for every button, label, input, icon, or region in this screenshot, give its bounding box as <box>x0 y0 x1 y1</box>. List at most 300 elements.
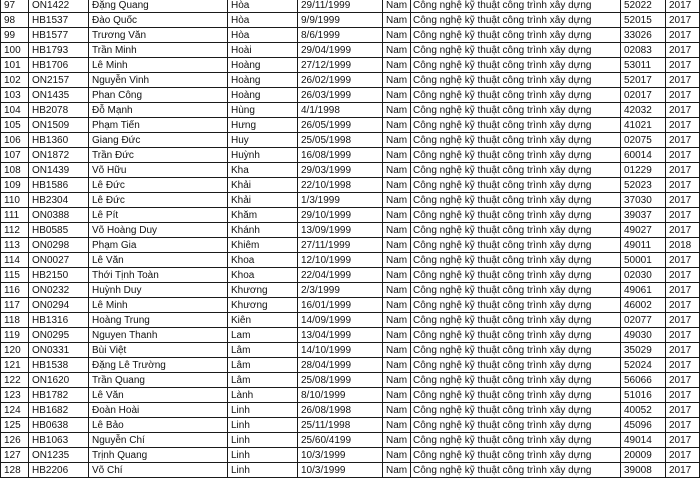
year-cell: 2017 <box>666 343 700 358</box>
exam-code-cell: 56066 <box>621 373 666 388</box>
table-row <box>1 418 700 433</box>
year-cell: 2017 <box>666 433 700 448</box>
major-cell: Công nghệ kỹ thuật công trình xây dựng <box>411 463 621 478</box>
row-number-cell: 102 <box>1 73 29 88</box>
student-code-cell: ON0298 <box>29 238 89 253</box>
year-cell: 2017 <box>666 403 700 418</box>
exam-code-cell: 39008 <box>621 463 666 478</box>
exam-code-cell: 02083 <box>621 43 666 58</box>
row-number-cell: 100 <box>1 43 29 58</box>
exam-code-cell: 02077 <box>621 313 666 328</box>
student-code-cell: HB1577 <box>29 28 89 43</box>
major-cell: Công nghệ kỹ thuật công trình xây dựng <box>411 13 621 28</box>
student-code-cell: HB1706 <box>29 58 89 73</box>
exam-code-cell: 40052 <box>621 403 666 418</box>
table-row <box>1 403 700 418</box>
gender-cell: Nam <box>383 148 411 163</box>
birth-date-cell: 26/08/1998 <box>298 403 383 418</box>
row-number-cell: 122 <box>1 373 29 388</box>
birth-date-cell: 26/03/1999 <box>298 88 383 103</box>
year-cell: 2017 <box>666 253 700 268</box>
given-name-cell: Hòa <box>228 13 298 28</box>
row-number-cell: 97 <box>1 0 29 13</box>
year-cell: 2017 <box>666 328 700 343</box>
year-cell: 2017 <box>666 418 700 433</box>
family-name-cell: Lê Đức <box>89 178 228 193</box>
birth-date-cell: 8/10/1999 <box>298 388 383 403</box>
gender-cell: Nam <box>383 28 411 43</box>
exam-code-cell: 52017 <box>621 73 666 88</box>
birth-date-cell: 27/11/1999 <box>298 238 383 253</box>
row-number-cell: 120 <box>1 343 29 358</box>
birth-date-cell: 25/11/1998 <box>298 418 383 433</box>
row-number-cell: 107 <box>1 148 29 163</box>
gender-cell: Nam <box>383 373 411 388</box>
table-row <box>1 253 700 268</box>
family-name-cell: Phan Công <box>89 88 228 103</box>
family-name-cell: Lê Minh <box>89 58 228 73</box>
row-number-cell: 118 <box>1 313 29 328</box>
table-row <box>1 433 700 448</box>
row-number-cell: 113 <box>1 238 29 253</box>
birth-date-cell: 25/05/1998 <box>298 133 383 148</box>
family-name-cell: Nguyen Thanh <box>89 328 228 343</box>
family-name-cell: Đào Quốc <box>89 13 228 28</box>
student-code-cell: HB1782 <box>29 388 89 403</box>
student-code-cell: HB2150 <box>29 268 89 283</box>
gender-cell: Nam <box>383 208 411 223</box>
given-name-cell: Hòa <box>228 28 298 43</box>
student-code-cell: HB2206 <box>29 463 89 478</box>
row-number-cell: 115 <box>1 268 29 283</box>
birth-date-cell: 22/04/1999 <box>298 268 383 283</box>
major-cell: Công nghệ kỹ thuật công trình xây dựng <box>411 433 621 448</box>
given-name-cell: Hòa <box>228 0 298 13</box>
gender-cell: Nam <box>383 388 411 403</box>
row-number-cell: 125 <box>1 418 29 433</box>
family-name-cell: Trần Đức <box>89 148 228 163</box>
birth-date-cell: 16/08/1999 <box>298 148 383 163</box>
major-cell: Công nghệ kỹ thuật công trình xây dựng <box>411 283 621 298</box>
row-number-cell: 124 <box>1 403 29 418</box>
birth-date-cell: 22/10/1998 <box>298 178 383 193</box>
gender-cell: Nam <box>383 118 411 133</box>
family-name-cell: Lê Đức <box>89 193 228 208</box>
year-cell: 2017 <box>666 283 700 298</box>
major-cell: Công nghệ kỹ thuật công trình xây dựng <box>411 223 621 238</box>
major-cell: Công nghệ kỹ thuật công trình xây dựng <box>411 73 621 88</box>
table-row <box>1 43 700 58</box>
gender-cell: Nam <box>383 463 411 478</box>
given-name-cell: Khải <box>228 178 298 193</box>
exam-code-cell: 53011 <box>621 58 666 73</box>
given-name-cell: Khoa <box>228 268 298 283</box>
given-name-cell: Linh <box>228 403 298 418</box>
gender-cell: Nam <box>383 418 411 433</box>
family-name-cell: Trịnh Quang <box>89 448 228 463</box>
given-name-cell: Lâm <box>228 373 298 388</box>
exam-code-cell: 49027 <box>621 223 666 238</box>
major-cell: Công nghệ kỹ thuật công trình xây dựng <box>411 88 621 103</box>
year-cell: 2018 <box>666 238 700 253</box>
row-number-cell: 110 <box>1 193 29 208</box>
major-cell: Công nghệ kỹ thuật công trình xây dựng <box>411 103 621 118</box>
birth-date-cell: 26/02/1999 <box>298 73 383 88</box>
major-cell: Công nghệ kỹ thuật công trình xây dựng <box>411 163 621 178</box>
row-number-cell: 123 <box>1 388 29 403</box>
given-name-cell: Hoàng <box>228 73 298 88</box>
student-code-cell: HB1360 <box>29 133 89 148</box>
exam-code-cell: 39037 <box>621 208 666 223</box>
year-cell: 2017 <box>666 103 700 118</box>
birth-date-cell: 8/6/1999 <box>298 28 383 43</box>
family-name-cell: Bùi Việt <box>89 343 228 358</box>
family-name-cell: Hoàng Trung <box>89 313 228 328</box>
family-name-cell: Võ Chí <box>89 463 228 478</box>
year-cell: 2017 <box>666 13 700 28</box>
family-name-cell: Võ Hữu <box>89 163 228 178</box>
student-code-cell: ON1872 <box>29 148 89 163</box>
year-cell: 2017 <box>666 73 700 88</box>
year-cell: 2017 <box>666 178 700 193</box>
row-number-cell: 117 <box>1 298 29 313</box>
gender-cell: Nam <box>383 0 411 13</box>
family-name-cell: Lê Minh <box>89 298 228 313</box>
family-name-cell: Giang Đức <box>89 133 228 148</box>
given-name-cell: Hưng <box>228 118 298 133</box>
given-name-cell: Lam <box>228 328 298 343</box>
exam-code-cell: 01229 <box>621 163 666 178</box>
major-cell: Công nghệ kỹ thuật công trình xây dựng <box>411 403 621 418</box>
table-row <box>1 328 700 343</box>
birth-date-cell: 25/60/4199 <box>298 433 383 448</box>
family-name-cell: Nguyễn Chí <box>89 433 228 448</box>
gender-cell: Nam <box>383 283 411 298</box>
major-cell: Công nghệ kỹ thuật công trình xây dựng <box>411 118 621 133</box>
student-code-cell: ON1435 <box>29 88 89 103</box>
birth-date-cell: 10/3/1999 <box>298 463 383 478</box>
exam-code-cell: 02030 <box>621 268 666 283</box>
gender-cell: Nam <box>383 328 411 343</box>
gender-cell: Nam <box>383 73 411 88</box>
given-name-cell: Hùng <box>228 103 298 118</box>
family-name-cell: Đỗ Mạnh <box>89 103 228 118</box>
table-row <box>1 163 700 178</box>
student-code-cell: HB1586 <box>29 178 89 193</box>
birth-date-cell: 25/08/1999 <box>298 373 383 388</box>
table-row <box>1 448 700 463</box>
major-cell: Công nghệ kỹ thuật công trình xây dựng <box>411 133 621 148</box>
row-number-cell: 112 <box>1 223 29 238</box>
exam-code-cell: 45096 <box>621 418 666 433</box>
given-name-cell: Hoàng <box>228 58 298 73</box>
gender-cell: Nam <box>383 253 411 268</box>
year-cell: 2017 <box>666 463 700 478</box>
year-cell: 2017 <box>666 268 700 283</box>
gender-cell: Nam <box>383 103 411 118</box>
major-cell: Công nghệ kỹ thuật công trình xây dựng <box>411 238 621 253</box>
table-row <box>1 298 700 313</box>
birth-date-cell: 29/11/1999 <box>298 0 383 13</box>
row-number-cell: 119 <box>1 328 29 343</box>
given-name-cell: Linh <box>228 448 298 463</box>
family-name-cell: Phạm Tiến <box>89 118 228 133</box>
table-row <box>1 13 700 28</box>
exam-code-cell: 33026 <box>621 28 666 43</box>
major-cell: Công nghệ kỹ thuật công trình xây dựng <box>411 43 621 58</box>
family-name-cell: Võ Hoàng Duy <box>89 223 228 238</box>
family-name-cell: Phạm Gia <box>89 238 228 253</box>
birth-date-cell: 2/3/1999 <box>298 283 383 298</box>
gender-cell: Nam <box>383 268 411 283</box>
family-name-cell: Nguyễn Vinh <box>89 73 228 88</box>
major-cell: Công nghệ kỹ thuật công trình xây dựng <box>411 148 621 163</box>
gender-cell: Nam <box>383 433 411 448</box>
table-row <box>1 283 700 298</box>
student-code-cell: HB1538 <box>29 358 89 373</box>
year-cell: 2017 <box>666 358 700 373</box>
student-code-cell: ON1509 <box>29 118 89 133</box>
student-code-cell: ON2157 <box>29 73 89 88</box>
exam-code-cell: 49011 <box>621 238 666 253</box>
exam-code-cell: 42032 <box>621 103 666 118</box>
table-row <box>1 463 700 478</box>
table-row <box>1 238 700 253</box>
table-row <box>1 313 700 328</box>
exam-code-cell: 41021 <box>621 118 666 133</box>
student-code-cell: ON1439 <box>29 163 89 178</box>
table-row <box>1 88 700 103</box>
given-name-cell: Linh <box>228 418 298 433</box>
major-cell: Công nghệ kỹ thuật công trình xây dựng <box>411 208 621 223</box>
table-row <box>1 343 700 358</box>
major-cell: Công nghệ kỹ thuật công trình xây dựng <box>411 28 621 43</box>
exam-code-cell: 37030 <box>621 193 666 208</box>
row-number-cell: 116 <box>1 283 29 298</box>
gender-cell: Nam <box>383 13 411 28</box>
row-number-cell: 98 <box>1 13 29 28</box>
gender-cell: Nam <box>383 313 411 328</box>
table-row <box>1 73 700 88</box>
exam-code-cell: 51016 <box>621 388 666 403</box>
student-code-cell: HB1063 <box>29 433 89 448</box>
table-row <box>1 193 700 208</box>
gender-cell: Nam <box>383 298 411 313</box>
table-row <box>1 103 700 118</box>
year-cell: 2017 <box>666 448 700 463</box>
student-code-cell: ON0232 <box>29 283 89 298</box>
major-cell: Công nghệ kỹ thuật công trình xây dựng <box>411 418 621 433</box>
birth-date-cell: 27/12/1999 <box>298 58 383 73</box>
gender-cell: Nam <box>383 343 411 358</box>
table-row <box>1 58 700 73</box>
year-cell: 2017 <box>666 298 700 313</box>
year-cell: 2017 <box>666 163 700 178</box>
gender-cell: Nam <box>383 223 411 238</box>
exam-code-cell: 50001 <box>621 253 666 268</box>
exam-code-cell: 35029 <box>621 343 666 358</box>
gender-cell: Nam <box>383 133 411 148</box>
given-name-cell: Kiên <box>228 313 298 328</box>
birth-date-cell: 9/9/1999 <box>298 13 383 28</box>
student-code-cell: ON0295 <box>29 328 89 343</box>
given-name-cell: Khoa <box>228 253 298 268</box>
year-cell: 2017 <box>666 148 700 163</box>
major-cell: Công nghệ kỹ thuật công trình xây dựng <box>411 193 621 208</box>
exam-code-cell: 49061 <box>621 283 666 298</box>
row-number-cell: 103 <box>1 88 29 103</box>
family-name-cell: Đặng Quang <box>89 0 228 13</box>
student-code-cell: HB1537 <box>29 13 89 28</box>
given-name-cell: Khải <box>228 193 298 208</box>
table-row <box>1 208 700 223</box>
gender-cell: Nam <box>383 43 411 58</box>
row-number-cell: 106 <box>1 133 29 148</box>
row-number-cell: 101 <box>1 58 29 73</box>
family-name-cell: Đặng Lê Trường <box>89 358 228 373</box>
year-cell: 2017 <box>666 118 700 133</box>
table-row <box>1 223 700 238</box>
birth-date-cell: 14/10/1999 <box>298 343 383 358</box>
gender-cell: Nam <box>383 58 411 73</box>
student-code-cell: ON1235 <box>29 448 89 463</box>
birth-date-cell: 1/3/1999 <box>298 193 383 208</box>
student-code-cell: HB2304 <box>29 193 89 208</box>
table-row <box>1 373 700 388</box>
family-name-cell: Lê Văn <box>89 388 228 403</box>
table-row <box>1 268 700 283</box>
year-cell: 2017 <box>666 313 700 328</box>
given-name-cell: Linh <box>228 463 298 478</box>
given-name-cell: Huy <box>228 133 298 148</box>
given-name-cell: Lâm <box>228 358 298 373</box>
given-name-cell: Lâm <box>228 343 298 358</box>
exam-code-cell: 20009 <box>621 448 666 463</box>
gender-cell: Nam <box>383 403 411 418</box>
exam-code-cell: 02075 <box>621 133 666 148</box>
family-name-cell: Huỳnh Duy <box>89 283 228 298</box>
row-number-cell: 128 <box>1 463 29 478</box>
year-cell: 2017 <box>666 193 700 208</box>
given-name-cell: Huỳnh <box>228 148 298 163</box>
given-name-cell: Lành <box>228 388 298 403</box>
given-name-cell: Kha <box>228 163 298 178</box>
year-cell: 2017 <box>666 388 700 403</box>
row-number-cell: 121 <box>1 358 29 373</box>
table-row <box>1 358 700 373</box>
year-cell: 2017 <box>666 373 700 388</box>
student-code-cell: ON1620 <box>29 373 89 388</box>
student-code-cell: HB2078 <box>29 103 89 118</box>
family-name-cell: Thới Tịnh Toàn <box>89 268 228 283</box>
table-row <box>1 118 700 133</box>
student-code-cell: HB0585 <box>29 223 89 238</box>
major-cell: Công nghệ kỹ thuật công trình xây dựng <box>411 298 621 313</box>
student-code-cell: HB0638 <box>29 418 89 433</box>
given-name-cell: Hoài <box>228 43 298 58</box>
row-number-cell: 105 <box>1 118 29 133</box>
exam-code-cell: 49030 <box>621 328 666 343</box>
student-code-cell: HB1793 <box>29 43 89 58</box>
gender-cell: Nam <box>383 193 411 208</box>
given-name-cell: Linh <box>228 433 298 448</box>
table-row <box>1 148 700 163</box>
exam-code-cell: 52022 <box>621 0 666 13</box>
birth-date-cell: 10/3/1999 <box>298 448 383 463</box>
major-cell: Công nghệ kỹ thuật công trình xây dựng <box>411 448 621 463</box>
major-cell: Công nghệ kỹ thuật công trình xây dựng <box>411 388 621 403</box>
exam-code-cell: 46002 <box>621 298 666 313</box>
student-code-cell: HB1316 <box>29 313 89 328</box>
table-row <box>1 28 700 43</box>
family-name-cell: Trần Minh <box>89 43 228 58</box>
gender-cell: Nam <box>383 358 411 373</box>
student-code-cell: ON0388 <box>29 208 89 223</box>
major-cell: Công nghệ kỹ thuật công trình xây dựng <box>411 253 621 268</box>
exam-code-cell: 52015 <box>621 13 666 28</box>
major-cell: Công nghệ kỹ thuật công trình xây dựng <box>411 358 621 373</box>
row-number-cell: 104 <box>1 103 29 118</box>
birth-date-cell: 29/04/1999 <box>298 43 383 58</box>
birth-date-cell: 26/05/1999 <box>298 118 383 133</box>
row-number-cell: 111 <box>1 208 29 223</box>
row-number-cell: 114 <box>1 253 29 268</box>
birth-date-cell: 28/04/1999 <box>298 358 383 373</box>
row-number-cell: 127 <box>1 448 29 463</box>
gender-cell: Nam <box>383 88 411 103</box>
major-cell: Công nghệ kỹ thuật công trình xây dựng <box>411 343 621 358</box>
exam-code-cell: 52024 <box>621 358 666 373</box>
family-name-cell: Lê Bảo <box>89 418 228 433</box>
given-name-cell: Hoàng <box>228 88 298 103</box>
year-cell: 2017 <box>666 133 700 148</box>
exam-code-cell: 52023 <box>621 178 666 193</box>
student-code-cell: ON1422 <box>29 0 89 13</box>
major-cell: Công nghệ kỹ thuật công trình xây dựng <box>411 313 621 328</box>
exam-code-cell: 49014 <box>621 433 666 448</box>
major-cell: Công nghệ kỹ thuật công trình xây dựng <box>411 268 621 283</box>
given-name-cell: Khăm <box>228 208 298 223</box>
year-cell: 2017 <box>666 223 700 238</box>
table-row <box>1 178 700 193</box>
exam-code-cell: 02017 <box>621 88 666 103</box>
student-code-cell: ON0331 <box>29 343 89 358</box>
given-name-cell: Khánh <box>228 223 298 238</box>
gender-cell: Nam <box>383 163 411 178</box>
year-cell: 2017 <box>666 88 700 103</box>
year-cell: 2017 <box>666 58 700 73</box>
family-name-cell: Trương Văn <box>89 28 228 43</box>
family-name-cell: Lê Pít <box>89 208 228 223</box>
family-name-cell: Lê Văn <box>89 253 228 268</box>
table-row <box>1 388 700 403</box>
year-cell: 2017 <box>666 208 700 223</box>
major-cell: Công nghệ kỹ thuật công trình xây dựng <box>411 0 621 13</box>
student-code-cell: ON0027 <box>29 253 89 268</box>
gender-cell: Nam <box>383 448 411 463</box>
birth-date-cell: 13/09/1999 <box>298 223 383 238</box>
major-cell: Công nghệ kỹ thuật công trình xây dựng <box>411 58 621 73</box>
major-cell: Công nghệ kỹ thuật công trình xây dựng <box>411 178 621 193</box>
row-number-cell: 99 <box>1 28 29 43</box>
given-name-cell: Khiêm <box>228 238 298 253</box>
major-cell: Công nghệ kỹ thuật công trình xây dựng <box>411 328 621 343</box>
given-name-cell: Khương <box>228 283 298 298</box>
student-code-cell: HB1682 <box>29 403 89 418</box>
year-cell: 2017 <box>666 0 700 13</box>
year-cell: 2017 <box>666 43 700 58</box>
given-name-cell: Khương <box>228 298 298 313</box>
